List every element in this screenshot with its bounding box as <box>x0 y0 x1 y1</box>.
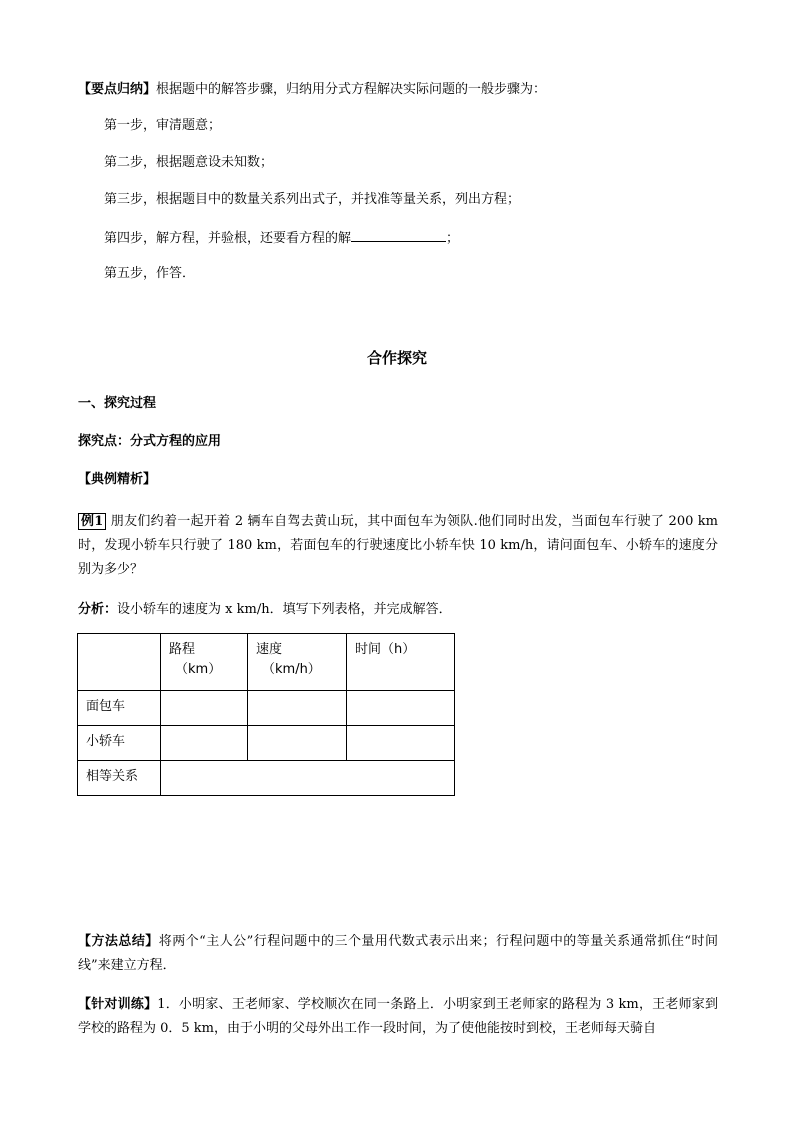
step-2: 第二步，根据题意设未知数； <box>104 155 274 170</box>
summary-label: 【要点归纳】 <box>78 82 157 97</box>
header-time-label: 时间（h） <box>355 642 416 657</box>
subheading-examples: 【典例精析】 <box>78 472 157 487</box>
practice-text: 1．小明家、王老师家、学校顺次在同一条路上．小明家到王老师家的路程为 3 km，王老师家到学校的路程为 0．5 km，由于小明的父母外出工作一段时间，为了使他能按时到校，王老师每天骑自 <box>78 997 718 1036</box>
table-row <box>78 761 455 796</box>
step-4-text: 第四步，解方程，并验根，还要看方程的解 <box>104 231 352 246</box>
subheading-point: 探究点：分式方程的应用 <box>78 434 222 449</box>
header-distance-unit: （km） <box>175 662 222 677</box>
cell-car-distance[interactable] <box>161 726 248 761</box>
cell-van-speed[interactable] <box>248 691 347 726</box>
step-3: 第三步，根据题目中的数量关系列出式子，并找准等量关系，列出方程； <box>104 192 521 207</box>
summary-line <box>78 80 546 100</box>
example-label: 例1 <box>78 513 106 530</box>
example-text: 朋友们约着一起开着 2 辆车自驾去黄山玩，其中面包车为领队.他们同时出发，当面包车行驶了 200 km时，发现小轿车只行驶了 180 km，若面包车的行驶速度比小轿车快 10 km/h，请问面包车、小轿车的速度分别为多少？ <box>78 514 718 577</box>
method-text: 将两个“主人公”行程问题中的三个量用代数式表示出来；行程问题中的等量关系通常抓住“时间线”来建立方程． <box>78 934 718 973</box>
analysis-text: 设小轿车的速度为 x km/h．填写下列表格，并完成解答． <box>117 602 452 617</box>
row-label-relation: 相等关系 <box>78 761 161 796</box>
header-speed-unit: （km/h） <box>262 662 321 677</box>
row-label-car: 小轿车 <box>78 726 161 761</box>
answer-blank <box>351 227 446 242</box>
analysis-line <box>78 600 452 620</box>
cell-car-time[interactable] <box>347 726 455 761</box>
step-1: 第一步，审清题意； <box>104 118 222 133</box>
table-row <box>78 726 455 761</box>
summary-text: 根据题中的解答步骤，归纳用分式方程解决实际问题的一般步骤为： <box>156 82 547 97</box>
step-4-end: ； <box>446 231 460 246</box>
row-label-van: 面包车 <box>78 691 161 726</box>
header-cell-empty <box>78 634 161 691</box>
header-cell-distance <box>161 634 248 691</box>
subheading-process: 一、探究过程 <box>78 396 157 411</box>
practice-label: 【针对训练】 <box>78 997 158 1012</box>
analysis-label: 分析： <box>78 602 118 617</box>
practice <box>78 993 718 1041</box>
cell-relation[interactable] <box>161 761 455 796</box>
cell-car-speed[interactable] <box>248 726 347 761</box>
method-summary <box>78 930 718 978</box>
cell-van-time[interactable] <box>347 691 455 726</box>
table-row <box>78 691 455 726</box>
cell-van-distance[interactable] <box>161 691 248 726</box>
section-title: 合作探究 <box>366 349 427 367</box>
data-table <box>77 633 455 796</box>
header-distance-label: 路程 <box>169 642 196 657</box>
header-cell-speed <box>248 634 347 691</box>
table-header-row <box>78 634 455 691</box>
step-5: 第五步，作答． <box>104 266 196 281</box>
header-cell-time <box>347 634 455 691</box>
header-speed-label: 速度 <box>256 642 283 657</box>
method-label: 【方法总结】 <box>78 934 159 949</box>
example-1 <box>78 510 718 582</box>
step-4 <box>104 227 459 249</box>
